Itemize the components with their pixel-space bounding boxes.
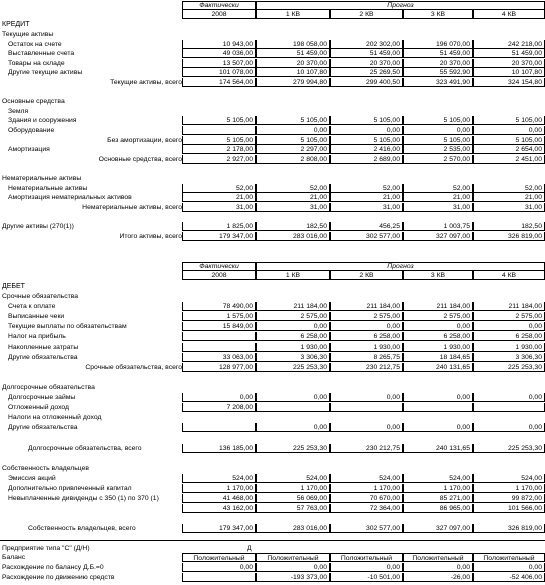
row-label: Срочные обязательства	[2, 293, 79, 300]
table-row	[0, 88, 545, 97]
value-cell: 31,00	[403, 203, 473, 212]
row-label: Нематериальные активы	[8, 184, 88, 192]
value-cell: 174 564,00	[182, 78, 256, 87]
debit-title: ДЕБЕТ	[2, 283, 25, 290]
value-cell: 225 253,30	[256, 444, 330, 453]
table-row	[0, 136, 545, 145]
value-cell: 43 162,00	[182, 504, 256, 513]
row-label: Выписанные чеки	[8, 313, 65, 321]
value-cell: 21,00	[473, 193, 545, 202]
column-header-q2: 2 КВ	[330, 10, 403, 19]
value-cell: 21,00	[403, 193, 473, 202]
value-cell: 0,00	[473, 322, 545, 331]
footer-value-cell: -193 373,00	[256, 573, 330, 582]
value-cell: 0,00	[182, 393, 256, 402]
value-cell: 2 570,00	[403, 155, 473, 164]
value-cell: 5 105,00	[256, 116, 330, 125]
table-row	[0, 126, 545, 135]
value-cell: 0,00	[473, 423, 545, 432]
value-cell: 2 575,00	[473, 312, 545, 321]
row-label: Эмиссия акций	[8, 474, 56, 482]
forecast-header-label-2: Прогноз	[387, 263, 414, 270]
footer-value-cell: 0,00	[473, 563, 545, 572]
value-cell: 72 364,00	[330, 504, 403, 513]
forecast-header	[256, 1, 545, 10]
value-cell: 182,50	[473, 222, 545, 231]
value-cell: 2 575,00	[256, 312, 330, 321]
table-row	[0, 116, 545, 125]
value-cell	[182, 126, 256, 135]
table-row	[0, 155, 545, 164]
table-row	[0, 514, 545, 523]
table-row	[0, 97, 545, 106]
value-cell: 20 370,00	[473, 59, 545, 68]
table-row	[0, 423, 545, 432]
value-cell: 1 170,00	[330, 484, 403, 493]
forecast-header-2	[256, 262, 545, 271]
row-label: Земля	[8, 107, 29, 115]
table-row	[0, 212, 545, 221]
row-label: Текущие активы	[2, 31, 54, 38]
value-cell: 240 131,65	[403, 363, 473, 372]
value-cell: 0,00	[473, 393, 545, 402]
value-cell: 0,00	[403, 423, 473, 432]
column-header-q4: 4 КВ	[473, 271, 545, 280]
value-cell: 211 184,00	[403, 302, 473, 311]
value-cell: 5 105,00	[473, 136, 545, 145]
footer-row	[0, 573, 545, 582]
value-cell: 20 370,00	[256, 59, 330, 68]
value-cell: 20 370,00	[330, 59, 403, 68]
value-cell: 0,00	[403, 322, 473, 331]
value-cell: 1 930,00	[256, 343, 330, 352]
fact-header-2	[182, 262, 256, 271]
table-row	[0, 454, 545, 463]
value-cell: 327 097,00	[403, 232, 473, 241]
value-cell: 182,50	[256, 222, 330, 231]
value-cell: 31,00	[473, 203, 545, 212]
value-cell: 0,00	[473, 126, 545, 135]
table-row	[0, 222, 545, 231]
value-cell: 6 258,00	[330, 332, 403, 341]
value-cell: 2 416,00	[330, 145, 403, 154]
footer-row-label: Расхождение по балансу Д.Б.=0	[2, 564, 104, 571]
table-row	[0, 302, 545, 311]
value-cell: 25 269,50	[330, 68, 403, 77]
enterprise-type-label: Предприятие типа "С" (Д/Н)	[2, 545, 90, 552]
value-cell: 5 105,00	[330, 116, 403, 125]
value-cell: 1 003,75	[403, 222, 473, 231]
value-cell: 323 491,90	[403, 78, 473, 87]
row-label: Собственность владельцев	[2, 464, 89, 472]
table-row	[0, 107, 545, 116]
enterprise-type-value: Д	[247, 545, 252, 552]
value-cell: 211 184,00	[256, 302, 330, 311]
row-label: Другие активы (270(1))	[2, 223, 74, 230]
value-cell: 128 977,00	[182, 363, 256, 372]
footer-value-cell: Положительный	[403, 553, 473, 562]
table-row	[0, 393, 545, 402]
value-cell: 456,25	[330, 222, 403, 231]
value-cell: 10 107,80	[256, 68, 330, 77]
value-cell: 10 107,80	[473, 68, 545, 77]
value-cell	[182, 343, 256, 352]
value-cell: 78 490,00	[182, 302, 256, 311]
value-cell: 21,00	[330, 193, 403, 202]
row-label: Накопленные затраты	[8, 343, 79, 351]
value-cell: 21,00	[182, 193, 256, 202]
table-row	[0, 383, 545, 392]
value-cell: 51 459,00	[473, 49, 545, 58]
table-row	[0, 68, 545, 77]
footer-value-cell: 0,00	[403, 563, 473, 572]
value-cell: 211 184,00	[473, 302, 545, 311]
row-label: Собственность владельцев, всего	[28, 525, 136, 533]
value-cell	[473, 403, 545, 412]
value-cell: 31,00	[256, 203, 330, 212]
credit-title: КРЕДИТ	[2, 21, 30, 28]
value-cell: 1 930,00	[330, 343, 403, 352]
row-label: Текущие выплаты по обязательствам	[8, 323, 127, 331]
value-cell: 51 459,00	[256, 49, 330, 58]
fact-header-label: Фактически	[199, 2, 239, 9]
value-cell: 52,00	[182, 184, 256, 193]
table-row	[0, 145, 545, 154]
value-cell: 56 069,00	[256, 494, 330, 503]
row-label: Амортизация нематериальных активов	[8, 194, 132, 202]
value-cell: 101 078,00	[182, 68, 256, 77]
table-row	[0, 322, 545, 331]
table-row	[0, 49, 545, 58]
value-cell: 1 170,00	[256, 484, 330, 493]
value-cell: 299 400,50	[330, 78, 403, 87]
row-label: Текущие активы, всего	[110, 79, 182, 86]
value-cell: 0,00	[330, 393, 403, 402]
value-cell: 179 347,00	[182, 232, 256, 241]
column-header-year: 2008	[182, 10, 256, 19]
column-header-year: 2008	[182, 271, 256, 280]
value-cell: 0,00	[256, 126, 330, 135]
value-cell: 524,00	[330, 474, 403, 483]
table-row	[0, 332, 545, 341]
value-cell: 2 297,00	[256, 145, 330, 154]
value-cell: 2 654,00	[473, 145, 545, 154]
value-cell: 240 131,65	[403, 444, 473, 453]
value-cell: 6 258,00	[256, 332, 330, 341]
value-cell: 5 105,00	[330, 136, 403, 145]
value-cell: 5 105,00	[473, 116, 545, 125]
table-row	[0, 433, 545, 442]
column-header-q1: 1 КВ	[256, 271, 330, 280]
value-cell: 52,00	[330, 184, 403, 193]
value-cell: 52,00	[403, 184, 473, 193]
value-cell: 52,00	[473, 184, 545, 193]
value-cell: 0,00	[256, 423, 330, 432]
value-cell: 302 577,00	[330, 232, 403, 241]
row-label: Итого активы, всего	[119, 232, 182, 240]
row-label: Основные средства, всего	[98, 155, 182, 163]
table-row	[0, 484, 545, 493]
value-cell: 6 258,00	[473, 332, 545, 341]
table-row	[0, 312, 545, 321]
table-row	[0, 444, 545, 453]
value-cell: 15 849,00	[182, 322, 256, 331]
footer-row	[0, 563, 545, 572]
value-cell: 18 184,65	[403, 353, 473, 362]
value-cell: 1 170,00	[403, 484, 473, 493]
fact-header-label-2: Фактически	[199, 263, 239, 270]
row-label: Выставленные счета	[8, 50, 75, 58]
table-row	[0, 292, 545, 301]
row-label: Другие текущие активы	[8, 69, 83, 77]
forecast-header-label: Прогноз	[387, 2, 414, 9]
value-cell	[256, 403, 330, 412]
value-cell: 55 592,90	[403, 68, 473, 77]
value-cell: 21,00	[256, 193, 330, 202]
value-cell: 524,00	[256, 474, 330, 483]
value-cell: 2 575,00	[403, 312, 473, 321]
value-cell	[182, 423, 256, 432]
footer-value-cell: -52 406,00	[473, 573, 545, 582]
value-cell: 13 507,00	[182, 59, 256, 68]
value-cell: 1 170,00	[473, 484, 545, 493]
footer-divider	[0, 540, 545, 541]
row-label: Налог на прибыль	[8, 333, 66, 341]
value-cell: 211 184,00	[330, 302, 403, 311]
value-cell: 230 212,75	[330, 444, 403, 453]
footer-value-cell: Положительный	[330, 553, 403, 562]
value-cell: 49 036,00	[182, 49, 256, 58]
row-label: Основные средства	[2, 98, 65, 106]
table-row	[0, 464, 545, 473]
value-cell: 225 253,30	[473, 444, 545, 453]
footer-value-cell: Положительный	[182, 553, 256, 562]
row-label: Срочные обязательства, всего	[85, 363, 182, 371]
column-header-q3: 3 КВ	[403, 271, 473, 280]
row-label: Счета к оплате	[8, 303, 56, 311]
table-row	[0, 363, 545, 372]
row-label: Остаток на счете	[8, 40, 62, 48]
value-cell: 326 819,00	[473, 524, 545, 533]
value-cell: 101 566,00	[473, 504, 545, 513]
value-cell: 5 105,00	[256, 136, 330, 145]
row-label: Нематериальные активы	[2, 175, 82, 182]
value-cell: 1 930,00	[403, 343, 473, 352]
value-cell: 99 872,00	[473, 494, 545, 503]
table-row	[0, 353, 545, 362]
column-header-q1: 1 КВ	[256, 10, 330, 19]
value-cell: 31,00	[330, 203, 403, 212]
footer-row-label: Расхождение по движению средств	[2, 574, 115, 581]
row-label: Другие обязательства	[8, 353, 78, 361]
value-cell: 196 070,00	[403, 40, 473, 49]
footer-value-cell: 0,00	[256, 563, 330, 572]
row-label: Дополнительно привлеченный капитал	[8, 484, 132, 492]
footer-value-cell: Положительный	[473, 553, 545, 562]
value-cell: 33 063,00	[182, 353, 256, 362]
table-row	[0, 403, 545, 412]
table-row	[0, 174, 545, 183]
table-row	[0, 524, 545, 533]
value-cell: 326 819,00	[473, 232, 545, 241]
value-cell: 70 670,00	[330, 494, 403, 503]
table-row	[0, 504, 545, 513]
value-cell: 0,00	[330, 322, 403, 331]
row-label: Другие обязательства	[8, 424, 78, 432]
value-cell: 31,00	[182, 203, 256, 212]
column-header-q3: 3 КВ	[403, 10, 473, 19]
table-row	[0, 413, 545, 422]
value-cell: 0,00	[403, 126, 473, 135]
table-row	[0, 59, 545, 68]
row-label: Долгосрочные обязательства, всего	[28, 444, 142, 452]
value-cell: 225 253,30	[256, 363, 330, 372]
value-cell: 85 271,00	[403, 494, 473, 503]
value-cell: 8 265,75	[330, 353, 403, 362]
value-cell: 2 535,00	[403, 145, 473, 154]
value-cell: 0,00	[330, 126, 403, 135]
value-cell: 225 253,30	[473, 363, 545, 372]
column-header-q2: 2 КВ	[330, 271, 403, 280]
value-cell: 2 451,00	[473, 155, 545, 164]
value-cell: 524,00	[473, 474, 545, 483]
value-cell: 86 965,00	[403, 504, 473, 513]
value-cell: 5 105,00	[182, 116, 256, 125]
value-cell: 7 208,00	[182, 403, 256, 412]
table-row	[0, 164, 545, 173]
table-row	[0, 474, 545, 483]
value-cell: 179 347,00	[182, 524, 256, 533]
table-row	[0, 30, 545, 39]
value-cell: 5 105,00	[182, 136, 256, 145]
row-label: Долгосрочные займы	[8, 394, 76, 401]
value-cell: 324 154,80	[473, 78, 545, 87]
value-cell: 230 212,75	[330, 363, 403, 372]
value-cell: 6 258,00	[403, 332, 473, 341]
table-row	[0, 373, 545, 382]
value-cell: 524,00	[403, 474, 473, 483]
value-cell: 3 306,30	[473, 353, 545, 362]
table-row	[0, 184, 545, 193]
row-label: Нематериальные активы, всего	[82, 203, 182, 211]
value-cell: 51 459,00	[330, 49, 403, 58]
footer-value-cell: -26,00	[403, 573, 473, 582]
value-cell: 283 016,00	[256, 524, 330, 533]
value-cell: 198 058,00	[256, 40, 330, 49]
row-label: Налоги на отложенный доход	[8, 414, 102, 422]
value-cell: 51 459,00	[403, 49, 473, 58]
value-cell: 57 763,00	[256, 504, 330, 513]
row-label: Невыплаченные дивиденды с 350 (1) по 370 (1)	[8, 495, 159, 502]
value-cell: 283 016,00	[256, 232, 330, 241]
value-cell	[403, 403, 473, 412]
footer-row-label: Баланс	[2, 554, 26, 561]
value-cell: 524,00	[182, 474, 256, 483]
value-cell: 5 105,00	[403, 136, 473, 145]
value-cell: 0,00	[256, 393, 330, 402]
footer-value-cell: Положительный	[256, 553, 330, 562]
value-cell: 1 930,00	[473, 343, 545, 352]
row-label: Отложенный доход	[8, 404, 69, 412]
table-row	[0, 203, 545, 212]
value-cell: 2 575,00	[330, 312, 403, 321]
value-cell: 1 825,00	[182, 222, 256, 231]
footer-value-cell: -10 501,00	[330, 573, 403, 582]
value-cell: 202 302,00	[330, 40, 403, 49]
value-cell: 2 689,00	[330, 155, 403, 164]
value-cell: 0,00	[403, 393, 473, 402]
value-cell	[182, 332, 256, 341]
value-cell: 41 468,00	[182, 494, 256, 503]
column-header-q4: 4 КВ	[473, 10, 545, 19]
value-cell: 0,00	[330, 423, 403, 432]
footer-value-cell	[182, 573, 256, 582]
value-cell: 1 170,00	[182, 484, 256, 493]
footer-value-cell: 0,00	[330, 563, 403, 572]
row-label: Здания и сооружения	[8, 117, 77, 125]
table-row	[0, 343, 545, 352]
table-row	[0, 494, 545, 503]
value-cell: 2 808,00	[256, 155, 330, 164]
row-label: Амортизация	[8, 146, 50, 154]
value-cell: 10 943,00	[182, 40, 256, 49]
value-cell: 136 185,00	[182, 444, 256, 453]
table-row	[0, 232, 545, 241]
footer-row	[0, 553, 545, 562]
value-cell: 3 306,30	[256, 353, 330, 362]
footer-value-cell: 0,00	[182, 563, 256, 572]
value-cell: 302 577,00	[330, 524, 403, 533]
value-cell: 52,00	[256, 184, 330, 193]
row-label: Товары на складе	[8, 59, 65, 67]
value-cell: 0,00	[256, 322, 330, 331]
table-row	[0, 40, 545, 49]
value-cell: 2 178,00	[182, 145, 256, 154]
fact-header	[182, 1, 256, 10]
value-cell: 2 927,00	[182, 155, 256, 164]
value-cell: 20 370,00	[403, 59, 473, 68]
row-label: Оборудование	[8, 127, 55, 134]
value-cell: 279 994,80	[256, 78, 330, 87]
row-label: Долгосрочные обязательства	[2, 383, 95, 391]
table-row	[0, 78, 545, 87]
value-cell: 242 218,00	[473, 40, 545, 49]
row-label: Без амортизации, всего	[107, 136, 182, 144]
value-cell: 1 575,00	[182, 312, 256, 321]
value-cell: 327 097,00	[403, 524, 473, 533]
value-cell	[330, 403, 403, 412]
value-cell: 5 105,00	[403, 116, 473, 125]
table-row	[0, 193, 545, 202]
